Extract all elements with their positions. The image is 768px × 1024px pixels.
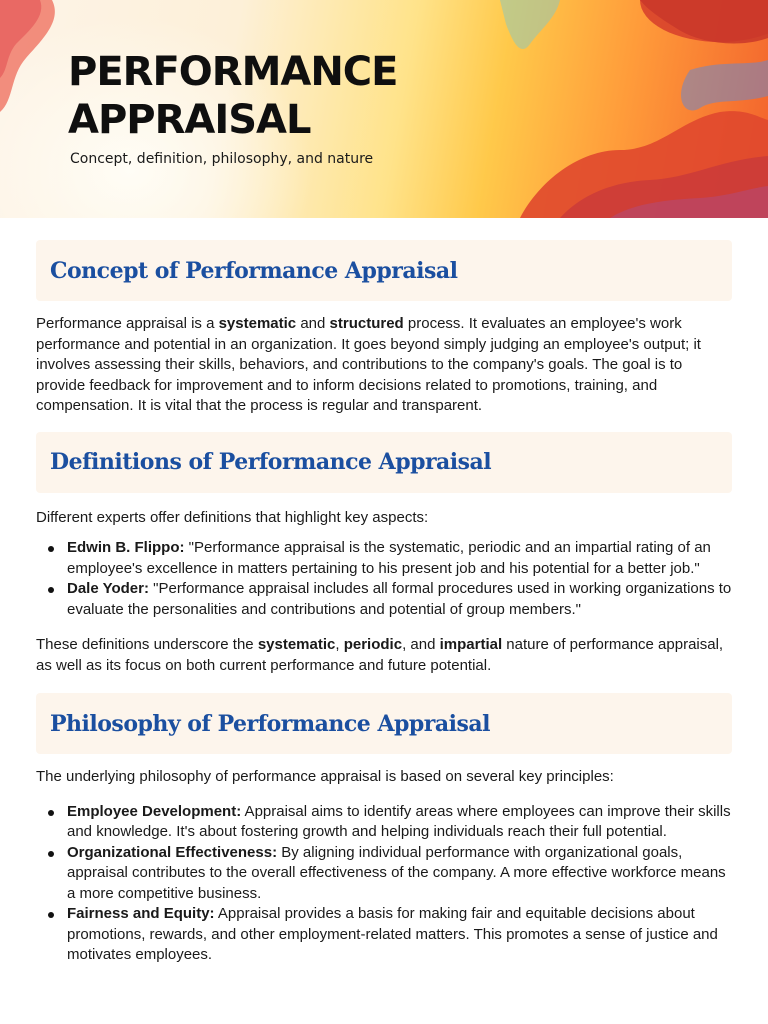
- list-item: [36, 904, 732, 966]
- definitions-intro: Different experts offer definitions that highlight key aspects:: [36, 508, 429, 526]
- hero-banner: [0, 0, 768, 218]
- bold-periodic: periodic: [343, 636, 403, 653]
- text-run: , and: [402, 636, 440, 653]
- item-text: By aligning individual performance with organizational goals, appraisal contributes to the overall effectiveness of the company. A more effective workforce means a more competitive business.: [67, 843, 726, 902]
- definitions-heading: Definitions of Performance Appraisal: [50, 449, 492, 475]
- section-heading-definitions: [36, 432, 732, 493]
- text-run: ,: [335, 636, 344, 653]
- concept-heading: Concept of Performance Appraisal: [50, 257, 458, 284]
- item-label: Dale Yoder:: [67, 580, 149, 597]
- item-label: Organizational Effectiveness:: [67, 843, 278, 861]
- philosophy-heading: Philosophy of Performance Appraisal: [50, 710, 490, 737]
- text-run: nature of performance appraisal, as well as its focus on both current performance and future potential.: [36, 636, 724, 674]
- bold-impartial: impartial: [439, 636, 503, 653]
- list-item: [36, 538, 732, 579]
- list-item: [36, 579, 732, 620]
- section-heading-philosophy: [36, 693, 732, 754]
- text-run: Performance appraisal is a: [36, 315, 219, 332]
- item-text: "Performance appraisal includes all formal procedures used in working organizations to evaluate the personalities and contributions and potential of group members.": [67, 580, 732, 618]
- page-title: [68, 48, 488, 144]
- section-heading-concept: [36, 240, 732, 301]
- philosophy-list: [36, 802, 732, 966]
- page-subtitle: Concept, definition, philosophy, and nature: [70, 151, 374, 167]
- title-line-2: APPRAISAL: [68, 97, 311, 143]
- text-run: process. It evaluates an employee's work performance and potential in an organization. It goes beyond simply judging an employee's output; it involves assessing their skills, behaviors, and contributions to the company's goals. The goal is to provide feedback for improvement and to inform decisions related to promotions, training, and compensation. It is vital that the process is regular and transparent.: [36, 315, 701, 414]
- concept-paragraph: [36, 314, 732, 417]
- item-label: Employee Development:: [67, 802, 242, 820]
- bold-systematic: systematic: [218, 315, 297, 332]
- philosophy-intro: The underlying philosophy of performance appraisal is based on several key principles:: [36, 768, 614, 785]
- title-line-1: PERFORMANCE: [68, 49, 398, 95]
- list-item: [36, 843, 732, 905]
- definitions-summary: [36, 635, 732, 676]
- item-label: Fairness and Equity:: [67, 905, 215, 922]
- bold-structured: structured: [329, 315, 404, 332]
- document-body: [36, 240, 732, 966]
- text-run: These definitions underscore the: [36, 636, 258, 653]
- bold-systematic: systematic: [257, 636, 336, 653]
- text-run: and: [296, 315, 330, 332]
- item-text: "Performance appraisal is the systematic, periodic and an impartial rating of an employee's excellence in matters pertaining to his present job and his potential for a better job.": [67, 539, 711, 577]
- list-item: [36, 802, 732, 843]
- item-text: Appraisal provides a basis for making fair and equitable decisions about promotions, rewards, and other employment-related matters. This promotes a sense of justice and motivates employees.: [67, 905, 718, 963]
- item-label: Edwin B. Flippo:: [67, 539, 185, 556]
- definitions-list: [36, 538, 732, 620]
- item-text: Appraisal aims to identify areas where employees can improve their skills and knowledge. It's about fostering growth and helping individuals reach their full potential.: [67, 802, 731, 840]
